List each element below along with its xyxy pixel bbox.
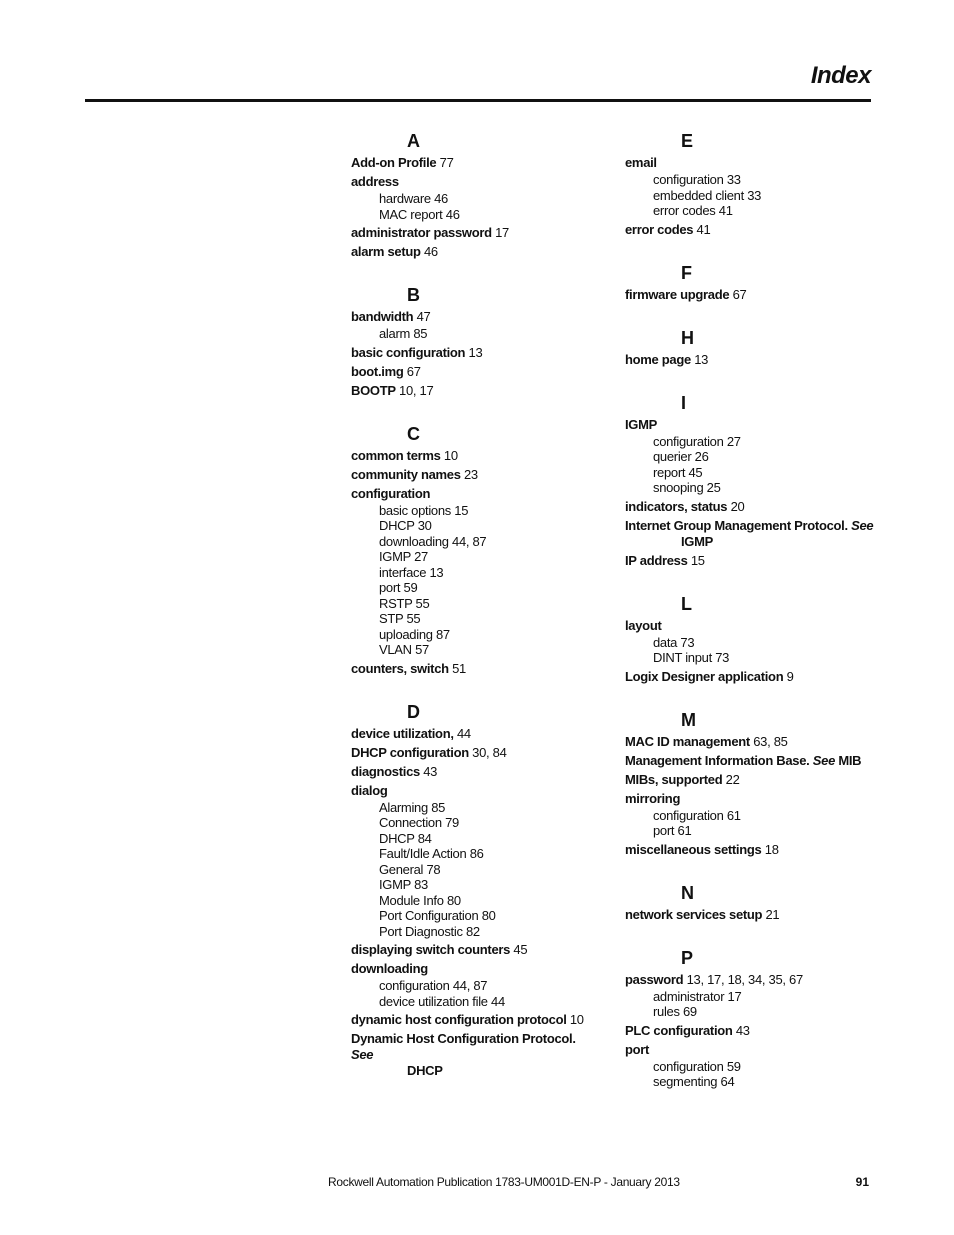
entry-pages: 18 <box>764 841 779 857</box>
sub-entry-list <box>351 191 601 222</box>
index-section-d <box>351 699 601 1080</box>
entry-pages: 20 <box>730 498 745 514</box>
index-entry <box>351 174 601 222</box>
index-entry <box>625 1042 875 1090</box>
sub-entry: administrator 17 <box>653 988 742 1004</box>
index-entry <box>351 1031 601 1079</box>
index-section-b <box>351 282 601 399</box>
index-entry <box>625 753 875 769</box>
sub-entry: downloading 44, 87 <box>379 533 487 549</box>
index-column-right <box>625 128 875 1112</box>
entry-term: firmware upgrade <box>625 286 730 302</box>
index-entry <box>625 669 875 685</box>
section-letter: E <box>681 131 694 151</box>
sub-entry-list <box>625 172 875 219</box>
section-letter: H <box>681 327 694 348</box>
entry-term: administrator password <box>351 225 492 240</box>
entry-term: password <box>625 971 684 987</box>
index-entry <box>351 345 601 361</box>
sub-entry: error codes 41 <box>653 203 733 218</box>
section-letter: I <box>681 392 687 413</box>
sub-entry: port 61 <box>653 823 692 838</box>
index-entry <box>625 791 875 839</box>
entry-term: Management Information Base. <box>625 752 810 768</box>
entry-pages: 67 <box>732 286 747 302</box>
entry-term: error codes <box>625 221 694 237</box>
section-letter: B <box>407 285 420 305</box>
page-title: Index <box>810 62 871 89</box>
section-letter: M <box>681 709 696 730</box>
sub-entry-list <box>625 434 875 496</box>
index-entry <box>351 745 601 761</box>
entry-term: dialog <box>351 782 388 798</box>
entry-pages: 41 <box>696 221 711 237</box>
entry-term: PLC configuration <box>625 1022 733 1038</box>
sub-entry: General 78 <box>379 861 441 877</box>
index-section-p <box>625 945 875 1090</box>
sub-entry: uploading 87 <box>379 626 450 642</box>
index-section-c <box>351 421 601 677</box>
entry-term: IP address <box>625 552 688 568</box>
index-section-e <box>625 128 875 238</box>
sub-entry-list <box>625 989 875 1020</box>
footer-publication: Rockwell Automation Publication 1783-UM001D-EN-P - January 2013 <box>328 1175 680 1189</box>
index-section-i <box>625 390 875 569</box>
index-entry <box>351 467 601 483</box>
index-column-left <box>351 128 601 1101</box>
index-entry <box>351 942 601 958</box>
entry-pages: 43 <box>423 763 438 779</box>
see-target: IGMP <box>681 533 714 549</box>
entry-term: Logix Designer application <box>625 668 784 684</box>
sub-entry: segmenting 64 <box>653 1074 735 1089</box>
index-entry <box>625 907 875 923</box>
entry-pages: 15 <box>690 552 705 568</box>
index-entry <box>351 244 601 260</box>
entry-pages: 23 <box>463 466 478 482</box>
sub-entry: embedded client 33 <box>653 187 762 203</box>
sub-entry-list <box>351 503 601 658</box>
index-entry <box>351 1012 601 1028</box>
entry-term: Add-on Profile <box>351 155 437 170</box>
entry-term: counters, switch <box>351 660 449 676</box>
entry-term: boot.img <box>351 363 404 379</box>
see-reference: See <box>851 517 874 533</box>
sub-entry: Module Info 80 <box>379 892 461 908</box>
entry-term: port <box>625 1041 650 1057</box>
section-letter: P <box>681 947 694 968</box>
sub-entry: DHCP 84 <box>379 830 432 846</box>
sub-entry: RSTP 55 <box>379 595 430 611</box>
entry-pages: 13 <box>468 344 483 360</box>
entry-term: downloading <box>351 961 428 976</box>
index-entry <box>351 486 601 658</box>
sub-entry: MAC report 46 <box>379 206 460 222</box>
index-entry <box>351 383 601 399</box>
entry-pages: 44 <box>456 725 471 741</box>
index-entry <box>625 553 875 569</box>
entry-term: address <box>351 174 399 189</box>
see-reference: See <box>351 1047 374 1062</box>
see-target: DHCP <box>407 1063 443 1078</box>
index-entry <box>625 155 875 219</box>
entry-term: network services setup <box>625 906 763 922</box>
see-reference: See <box>812 752 836 768</box>
entry-term: mirroring <box>625 790 681 806</box>
entry-term: configuration <box>351 485 431 501</box>
index-entry <box>625 842 875 858</box>
index-entry <box>625 734 875 750</box>
sub-entry: basic options 15 <box>379 502 469 518</box>
entry-pages: 43 <box>735 1022 750 1038</box>
index-entry <box>625 417 875 496</box>
entry-term: displaying switch counters <box>351 942 511 957</box>
sub-entry: configuration 27 <box>653 433 741 449</box>
sub-entry-list <box>351 326 601 342</box>
header-rule <box>85 99 871 102</box>
section-letter: D <box>407 701 420 722</box>
sub-entry: interface 13 <box>379 564 444 580</box>
entry-term: Internet Group Management Protocol. <box>625 517 848 533</box>
sub-entry: configuration 59 <box>653 1058 741 1074</box>
sub-entry: DHCP 30 <box>379 518 432 533</box>
entry-pages: 46 <box>424 244 438 259</box>
index-entry <box>351 661 601 677</box>
entry-term: dynamic host configuration protocol <box>351 1012 567 1027</box>
index-section-l <box>625 591 875 685</box>
entry-pages: 9 <box>786 668 794 684</box>
entry-pages: 30, 84 <box>472 744 507 760</box>
entry-term: MAC ID management <box>625 733 750 749</box>
sub-entry: Alarming 85 <box>379 799 446 815</box>
entry-pages: 10 <box>443 447 458 463</box>
entry-term: email <box>625 155 657 170</box>
index-entry <box>351 783 601 940</box>
entry-term: BOOTP <box>351 382 396 398</box>
entry-pages: 13 <box>694 351 709 367</box>
entry-pages: 51 <box>452 660 466 676</box>
index-entry <box>625 618 875 666</box>
entry-term: device utilization, <box>351 725 454 741</box>
sub-entry: hardware 46 <box>379 191 448 206</box>
sub-entry: device utilization file 44 <box>379 993 505 1009</box>
entry-pages: 47 <box>416 309 431 324</box>
sub-entry: configuration 33 <box>653 172 741 187</box>
sub-entry-list <box>625 635 875 666</box>
index-entry <box>351 764 601 780</box>
sub-entry: report 45 <box>653 464 703 480</box>
section-letter: N <box>681 882 694 903</box>
sub-entry-list <box>625 1059 875 1090</box>
entry-pages: 67 <box>406 363 421 379</box>
footer-page-number: 91 <box>855 1175 869 1189</box>
sub-entry: configuration 61 <box>653 807 741 823</box>
entry-term: miscellaneous settings <box>625 841 762 857</box>
index-entry <box>625 772 875 788</box>
entry-term: bandwidth <box>351 309 414 324</box>
entry-term: common terms <box>351 447 441 463</box>
sub-entry: data 73 <box>653 634 695 650</box>
index-entry <box>351 961 601 1009</box>
section-letter: F <box>681 262 692 283</box>
entry-pages: 10, 17 <box>399 382 434 398</box>
index-section-m <box>625 707 875 858</box>
index-entry <box>625 499 875 515</box>
entry-pages: 21 <box>765 906 780 922</box>
entry-term: home page <box>625 351 691 367</box>
entry-pages: 45 <box>513 942 528 957</box>
see-target: MIB <box>838 752 862 768</box>
entry-term: DHCP configuration <box>351 744 469 760</box>
index-entry <box>625 972 875 1020</box>
sub-entry-list <box>351 800 601 940</box>
section-letter: A <box>407 131 420 151</box>
sub-entry: Fault/Idle Action 86 <box>379 846 484 861</box>
index-section-f <box>625 260 875 303</box>
entry-pages: 63, 85 <box>753 733 788 749</box>
index-entry <box>625 222 875 238</box>
index-section-n <box>625 880 875 923</box>
sub-entry: Connection 79 <box>379 815 459 830</box>
sub-entry: Port Configuration 80 <box>379 908 496 923</box>
index-section-a <box>351 128 601 260</box>
entry-term: IGMP <box>625 416 658 432</box>
index-entry <box>351 448 601 464</box>
entry-pages: 77 <box>439 155 454 170</box>
entry-term: Dynamic Host Configuration Protocol. <box>351 1031 576 1046</box>
sub-entry-list <box>625 808 875 839</box>
index-entry <box>625 1023 875 1039</box>
entry-term: indicators, status <box>625 498 728 514</box>
sub-entry: snooping 25 <box>653 480 721 495</box>
entry-pages: 22 <box>725 771 740 787</box>
entry-term: alarm setup <box>351 244 421 259</box>
index-section-h <box>625 325 875 368</box>
section-letter: C <box>407 423 420 444</box>
sub-entry: port 59 <box>379 580 418 595</box>
entry-pages: 17 <box>495 225 509 240</box>
entry-pages: 10 <box>569 1012 584 1027</box>
sub-entry-list <box>351 978 601 1009</box>
sub-entry: DINT input 73 <box>653 650 730 665</box>
entry-term: basic configuration <box>351 344 466 360</box>
index-entry <box>625 518 875 550</box>
index-entry <box>351 225 601 241</box>
index-entry <box>351 726 601 742</box>
index-entry <box>625 287 875 303</box>
entry-term: layout <box>625 617 662 633</box>
index-entry <box>351 155 601 171</box>
index-entry <box>351 364 601 380</box>
sub-entry: Port Diagnostic 82 <box>379 923 480 939</box>
sub-entry: configuration 44, 87 <box>379 978 488 993</box>
entry-term: diagnostics <box>351 763 420 779</box>
entry-pages: 13, 17, 18, 34, 35, 67 <box>686 971 803 987</box>
index-entry <box>351 309 601 342</box>
index-entry <box>625 352 875 368</box>
sub-entry: alarm 85 <box>379 326 428 341</box>
entry-term: community names <box>351 466 461 482</box>
sub-entry: STP 55 <box>379 611 421 626</box>
entry-term: MIBs, supported <box>625 771 723 787</box>
sub-entry: IGMP 83 <box>379 877 428 892</box>
sub-entry: rules 69 <box>653 1004 697 1019</box>
sub-entry: querier 26 <box>653 449 709 464</box>
sub-entry: IGMP 27 <box>379 549 428 564</box>
sub-entry: VLAN 57 <box>379 642 429 657</box>
section-letter: L <box>681 593 692 614</box>
